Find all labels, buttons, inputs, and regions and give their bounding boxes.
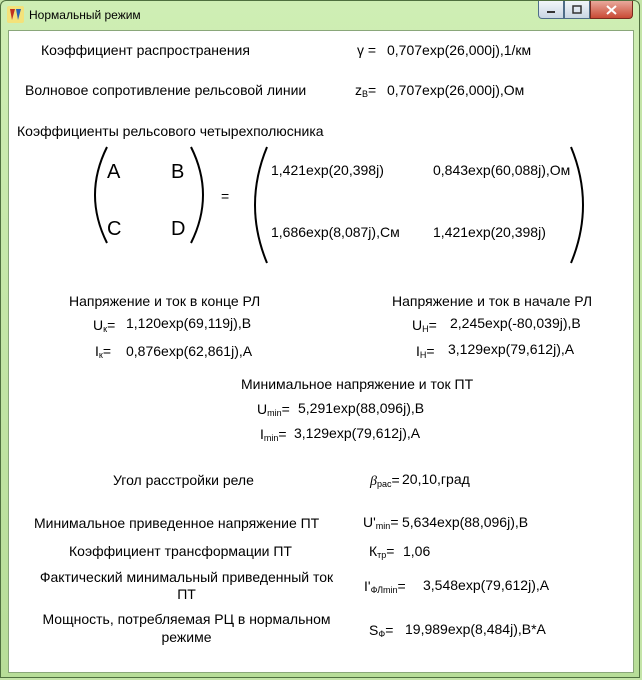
wave-symbol: $z_В=$ <box>355 82 377 99</box>
fact-label-line1: Фактический минимальный приведенный ток <box>39 569 334 585</box>
prop-value: 0,707exp(26,000j),1/км <box>387 42 532 58</box>
ktr-value: 1,06 <box>403 543 431 559</box>
matrix-left-paren-right <box>187 145 217 245</box>
end-u-symbol: $U_к=$ <box>93 317 116 334</box>
matrix-value-21: 1,686exp(8,087j),См <box>271 224 400 240</box>
minred-label: Минимальное приведенное напряжение ПТ <box>34 515 320 531</box>
minimize-button[interactable] <box>538 1 564 19</box>
matrix-c: C <box>107 218 122 240</box>
minpt-u-symbol: $U_{min}=$ <box>257 401 290 418</box>
app-icon <box>7 6 24 23</box>
start-u-symbol: $U_Н=$ <box>412 317 437 334</box>
minpt-i-value: 3,129exp(79,612j),А <box>294 425 421 441</box>
caption-buttons <box>538 1 633 21</box>
start-label: Напряжение и ток в начале РЛ <box>392 293 593 309</box>
minpt-label: Минимальное напряжение и ток ПТ <box>241 376 474 392</box>
angle-symbol: $\beta_{рас}=$ <box>370 472 400 489</box>
matrix-b: B <box>171 161 185 183</box>
start-i-symbol: $I_Н=$ <box>416 343 435 360</box>
matrix-equals: = <box>221 188 230 204</box>
fact-symbol: $I'_{ФЛmin}=$ <box>364 578 406 595</box>
window-title: Нормальный режим <box>29 8 141 22</box>
quad-label: Коэффициенты рельсового четырехполюсника <box>17 123 324 139</box>
minimize-icon <box>546 6 556 14</box>
power-symbol: $S_Ф=$ <box>369 622 394 639</box>
matrix-right-paren-left <box>241 145 271 265</box>
end-label: Напряжение и ток в конце РЛ <box>69 293 261 309</box>
end-i-value: 0,876exp(62,861j),А <box>126 343 253 359</box>
power-label-line1: Мощность, потребляемая РЦ в нормальном <box>42 611 331 627</box>
power-value: 19,989exp(8,484j),В*А <box>405 621 546 637</box>
title-bar[interactable] <box>1 1 639 29</box>
angle-value: 20,10,град <box>402 471 470 487</box>
start-u-value: 2,245exp(-80,039j),В <box>450 315 581 331</box>
matrix-value-22: 1,421exp(20,398j) <box>433 224 546 240</box>
wave-label: Волновое сопротивление рельсовой линии <box>25 82 307 98</box>
power-label-line2: режиме <box>161 629 212 645</box>
matrix-value-12: 0,843exp(60,088j),Ом <box>433 162 571 178</box>
matrix-value-11: 1,421exp(20,398j) <box>271 162 384 178</box>
angle-label: Угол расстройки реле <box>113 472 254 488</box>
end-u-value: 1,120exp(69,119j),В <box>126 315 252 331</box>
matrix-d: D <box>171 218 186 240</box>
minpt-i-symbol: $I_{min}=$ <box>260 426 287 443</box>
wave-value: 0,707exp(26,000j),Ом <box>387 82 525 98</box>
end-i-symbol: $I_к=$ <box>95 343 112 360</box>
start-i-value: 3,129exp(79,612j),А <box>448 341 575 357</box>
close-icon <box>606 5 617 15</box>
minred-symbol: $U'_{min}=$ <box>363 514 399 531</box>
matrix-a: A <box>107 161 121 183</box>
ktr-label: Коэффициент трансформации ПТ <box>69 543 292 559</box>
form-client-area <box>8 30 634 673</box>
minpt-u-value: 5,291exp(88,096j),В <box>298 400 425 416</box>
prop-label: Коэффициент распространения <box>41 42 250 58</box>
close-button[interactable] <box>590 1 633 19</box>
ktr-symbol: $К_{тр}=$ <box>369 543 395 560</box>
minred-value: 5,634exp(88,096j),В <box>402 514 529 530</box>
maximize-icon <box>572 5 582 14</box>
maximize-button[interactable] <box>564 1 590 19</box>
prop-symbol: γ = <box>357 42 377 58</box>
matrix-right-paren-right <box>567 145 597 265</box>
fact-label-line2: ПТ <box>177 586 196 602</box>
fact-value: 3,548exp(79,612j),А <box>423 577 550 593</box>
